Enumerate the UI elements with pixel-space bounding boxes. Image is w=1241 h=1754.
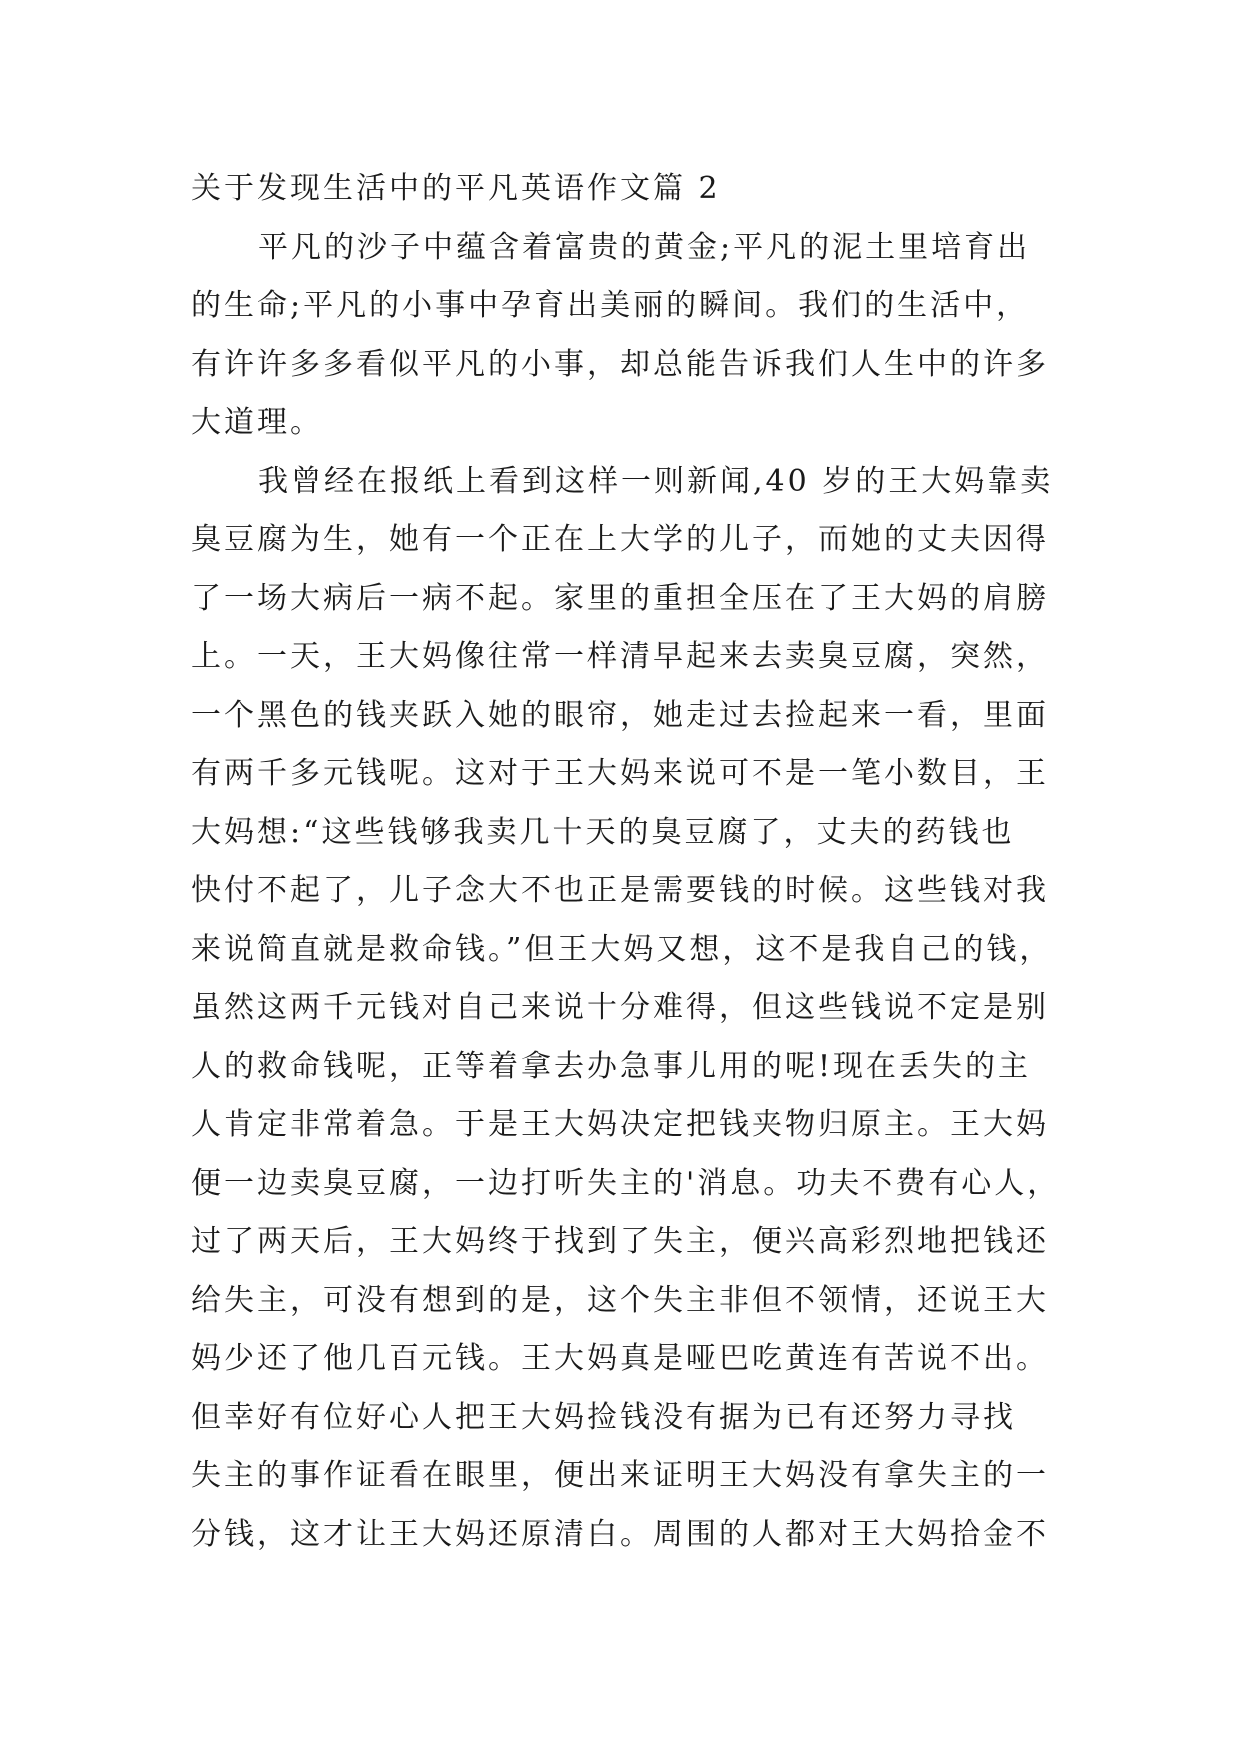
paragraph-line: 分钱，这才让王大妈还原清白。周围的人都对王大妈拾金不	[191, 1516, 1049, 1552]
paragraph-line: 我曾经在报纸上看到这样一则新闻,40 岁的王大妈靠卖	[258, 463, 1054, 499]
paragraph-line: 一个黑色的钱夹跃入她的眼帘，她走过去捡起来一看，里面	[191, 697, 1049, 733]
paragraph-line: 臭豆腐为生，她有一个正在上大学的儿子，而她的丈夫因得	[191, 522, 1049, 557]
paragraph-line: 平凡的沙子中蕴含着富贵的黄金;平凡的泥土里培育出	[258, 229, 1031, 265]
paragraph-2	[191, 453, 1061, 1565]
paragraph-line: 失主的事作证看在眼里，便出来证明王大妈没有拿失主的一	[191, 1458, 1049, 1493]
paragraph-line: 给失主，可没有想到的是，这个失主非但不领情，还说王大	[191, 1282, 1049, 1318]
paragraph-line: 来说简直就是救命钱。”但王大妈又想，这不是我自己的钱，	[191, 931, 1053, 967]
paragraph-line: 但幸好有位好心人把王大妈捡钱没有据为已有还努力寻找	[191, 1399, 1016, 1435]
paragraph-line: 快付不起了，儿子念大不也正是需要钱的时候。这些钱对我	[191, 873, 1049, 908]
paragraph-line: 有两千多元钱呢。这对于王大妈来说可不是一笔小数目，王	[191, 756, 1049, 791]
document-body	[191, 160, 1061, 1564]
paragraph-line: 妈少还了他几百元钱。王大妈真是哑巴吃黄连有苦说不出。	[191, 1341, 1049, 1376]
paragraph-line: 有许许多多看似平凡的小事，却总能告诉我们人生中的许多	[191, 346, 1049, 382]
paragraph-line: 虽然这两千元钱对自己来说十分难得，但这些钱说不定是别	[191, 990, 1049, 1025]
paragraph-line: 上。一天，王大妈像往常一样清早起来去卖臭豆腐，突然，	[191, 639, 1049, 674]
paragraph-line: 过了两天后，王大妈终于找到了失主，便兴高彩烈地把钱还	[191, 1224, 1049, 1259]
paragraph-line: 人的救命钱呢，正等着拿去办急事儿用的呢!现在丢失的主	[191, 1048, 1032, 1084]
document-title: 关于发现生活中的平凡英语作文篇 2	[191, 171, 721, 206]
paragraph-line: 人肯定非常着急。于是王大妈决定把钱夹物归原主。王大妈	[191, 1107, 1049, 1142]
paragraph-line: 大道理。	[191, 405, 323, 440]
paragraph-line: 便一边卖臭豆腐，一边打听失主的'消息。功夫不费有心人，	[191, 1165, 1061, 1201]
paragraph-1	[191, 219, 1051, 453]
paragraph-line: 大妈想:“这些钱够我卖几十天的臭豆腐了，丈夫的药钱也	[191, 814, 1015, 850]
paragraph-line: 的生命;平凡的小事中孕育出美丽的瞬间。我们的生活中，	[191, 288, 1030, 323]
paragraph-line: 了一场大病后一病不起。家里的重担全压在了王大妈的肩膀	[191, 580, 1049, 616]
